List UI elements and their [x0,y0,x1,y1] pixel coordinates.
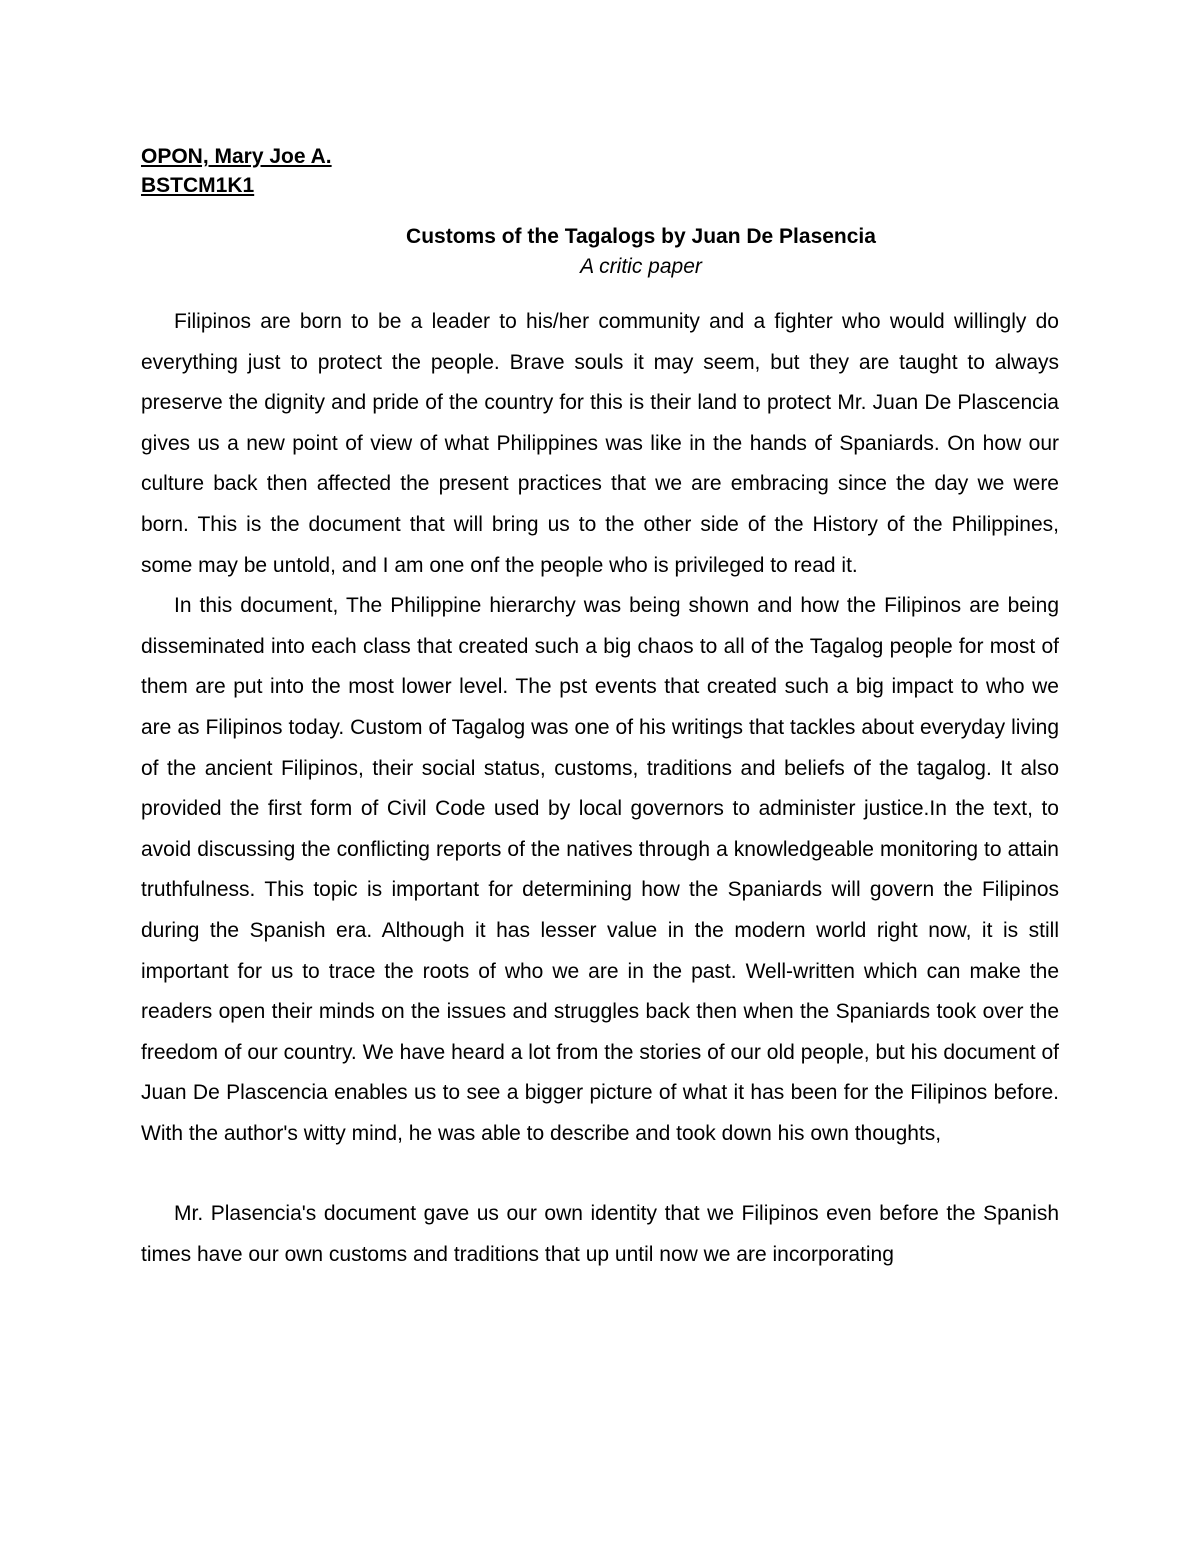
paragraph: Filipinos are born to be a leader to his/her community and a fighter who would willingly do everything just to protect the people. Brave souls it may seem, but they are taught to always preserve the dignity and pride of the country for this is their land to protect Mr. Juan De Plascencia gives us a new point of view of what Philippines was like in the hands of Spaniards. On how our culture back then affected the present practices that we are embracing since the day we were born. This is the document that will bring us to the other side of the History of the Philippines, some may be untold, and I am one onf the people who is privileged to read it. [141,310,1059,577]
section-code: BSTCM1K1 [141,174,255,197]
paragraph: Mr. Plasencia's document gave us our own identity that we Filipinos even before the Spanish times have our own customs and traditions that up until now we are incorporating [141,1202,1059,1267]
paragraph: In this document, The Philippine hierarchy was being shown and how the Filipinos are being disseminated into each class that created such a big chaos to all of the Tagalog people for most of them are put into the most lower level. The pst events that created such a big impact to who we are as Filipinos today. Custom of Tagalog was one of his writings that tackles about everyday living of the ancient Filipinos, their social status, customs, traditions and beliefs of the tagalog. It also provided the first form of Civil Code used by local governors to administer justice.In the text, to avoid discussing the conflicting reports of the natives through a knowledgeable monitoring to attain truthfulness. This topic is important for determining how the Spaniards will govern the Filipinos during the Spanish era. Although it has lesser value in the modern world right now, it is still important for us to trace the roots of who we are in the past. Well-written which can make the readers open their minds on the issues and struggles back then when the Spaniards took over the freedom of our country. We have heard a lot from the stories of our old people, but his document of Juan De Plascencia enables us to see a bigger picture of what it has been for the Filipinos before. With the author's witty mind, he was able to describe and took down his own thoughts, [141,594,1059,1145]
document-subtitle: A critic paper [580,255,702,278]
title-block [141,222,1141,282]
document-title: Customs of the Tagalogs by Juan De Plasencia [406,225,876,248]
document-body [141,302,1059,1276]
author-name: OPON, Mary Joe A. [141,145,332,168]
author-header [141,142,332,200]
